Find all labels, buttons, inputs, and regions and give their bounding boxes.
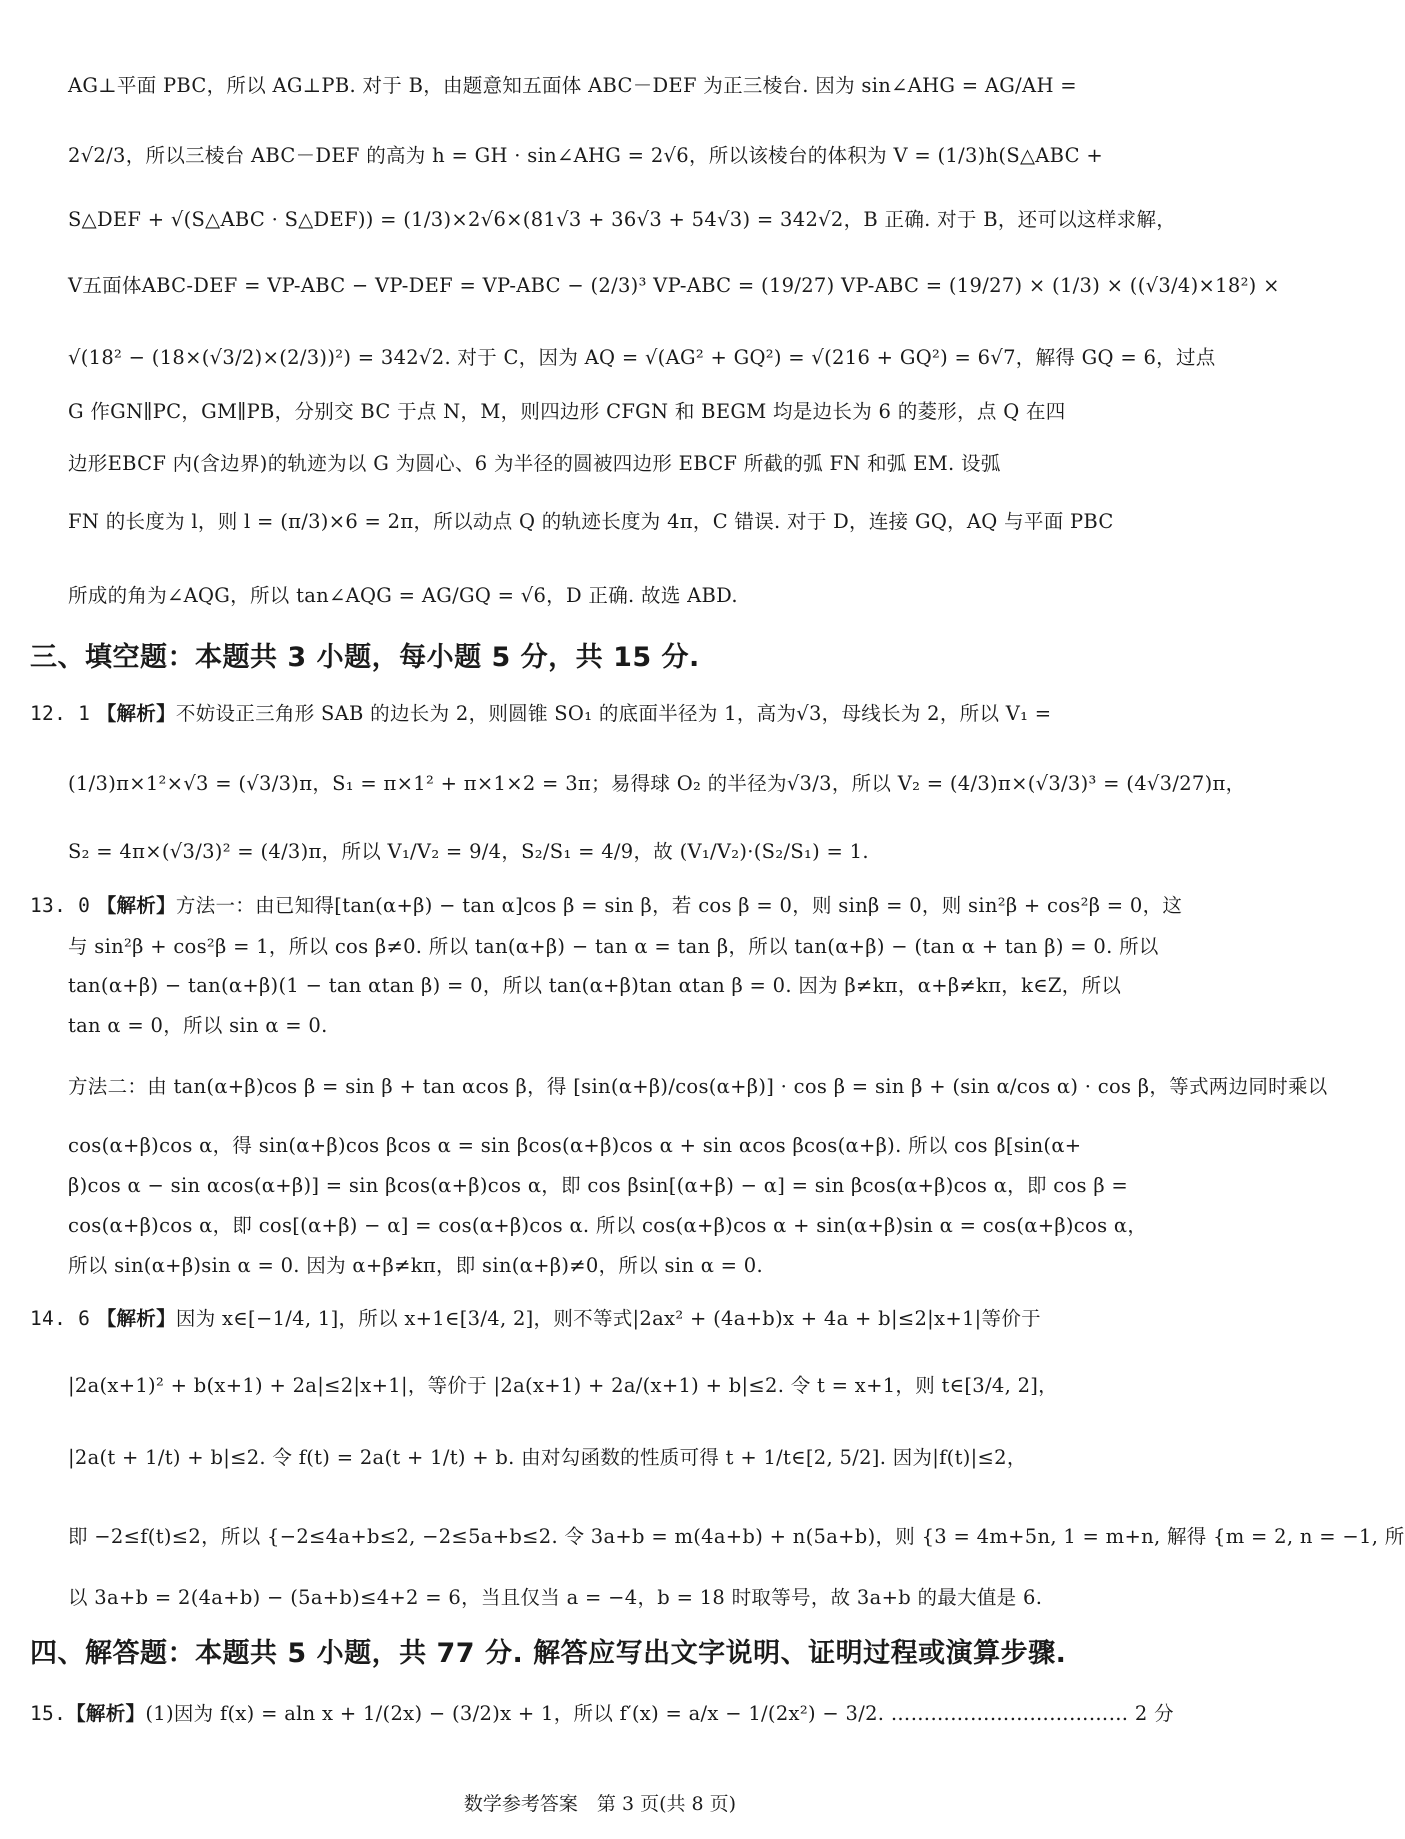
question-14-first-line: [30, 1305, 1120, 1333]
question-number: 13. 0: [30, 894, 91, 917]
solution-line: tan α = 0，所以 sin α = 0.: [68, 1014, 328, 1037]
analysis-tag: 【解析】: [66, 1702, 146, 1725]
solution-text: 不妨设正三角形 SAB 的边长为 2，则圆锥 SO₁ 的底面半径为 1，高为√3，母线长为 2，所以 V₁ =: [175, 702, 1052, 725]
question-number: 15.: [30, 1702, 67, 1725]
question-number: 12. 1: [30, 702, 91, 725]
question-15-first-line: [30, 1700, 1174, 1728]
page-footer: 数学参考答案 第 3 页(共 8 页): [463, 1793, 737, 1815]
solution-line: 所以 sin(α+β)sin α = 0. 因为 α+β≠kπ，即 sin(α+β)≠0，所以 sin α = 0.: [68, 1254, 764, 1277]
solution-line: 2√2/3，所以三棱台 ABC－DEF 的高为 h = GH · sin∠AHG = 2√6，所以该棱台的体积为 V = (1/3)h(S△ABC +: [68, 144, 1104, 167]
section-heading-fill-in: 三、填空题：本题共 3 小题，每小题 5 分，共 15 分.: [30, 642, 700, 673]
solution-line: 边形EBCF 内(含边界)的轨迹为以 G 为圆心、6 为半径的圆被四边形 EBCF 所截的弧 FN 和弧 EM. 设弧: [68, 452, 1001, 475]
solution-line: 与 sin²β + cos²β = 1，所以 cos β≠0. 所以 tan(α+β) − tan α = tan β，所以 tan(α+β) − (tan α + tan β) = 0. 所以: [68, 935, 1159, 958]
solution-line: |2a(t + 1/t) + b|≤2. 令 f(t) = 2a(t + 1/t) + b. 由对勾函数的性质可得 t + 1/t∈[2, 5/2]. 因为|f(t)|≤2，: [68, 1446, 1027, 1469]
solution-line: S₂ = 4π×(√3/3)² = (4/3)π，所以 V₁/V₂ = 9/4，S₂/S₁ = 4/9，故 (V₁/V₂)·(S₂/S₁) = 1.: [68, 840, 869, 863]
solution-line: 所成的角为∠AQG，所以 tan∠AQG = AG/GQ = √6，D 正确. 故选 ABD.: [68, 584, 738, 607]
solution-line: 以 3a+b = 2(4a+b) − (5a+b)≤4+2 = 6，当且仅当 a = −4，b = 18 时取等号，故 3a+b 的最大值是 6.: [68, 1586, 1043, 1609]
solution-line: 即 −2≤f(t)≤2，所以 {−2≤4a+b≤2, −2≤5a+b≤2. 令 3a+b = m(4a+b) + n(5a+b)，则 {3 = 4m+5n, 1 = m+n, 解得 {m = 2, n = −1, 所: [68, 1525, 1405, 1548]
solution-text: 方法一：由已知得[tan(α+β) − tan α]cos β = sin β，若 cos β = 0，则 sinβ = 0，则 sin²β + cos²β = 0，这: [175, 894, 1183, 917]
solution-line: V五面体ABC-DEF = VP-ABC − VP-DEF = VP-ABC − (2/3)³ VP-ABC = (19/27) VP-ABC = (19/27) × (1/3) × ((√3/4)×18²) ×: [68, 274, 1280, 297]
solution-line: G 作GN∥PC，GM∥PB，分别交 BC 于点 N，M，则四边形 CFGN 和 BEGM 均是边长为 6 的菱形，点 Q 在四: [68, 400, 1066, 423]
solution-line: (1/3)π×1²×√3 = (√3/3)π，S₁ = π×1² + π×1×2 = 3π；易得球 O₂ 的半径为√3/3，所以 V₂ = (4/3)π×(√3/3)³ = (4√3/27)π，: [68, 772, 1246, 795]
solution-line: FN 的长度为 l，则 l = (π/3)×6 = 2π，所以动点 Q 的轨迹长度为 4π，C 错误. 对于 D，连接 GQ，AQ 与平面 PBC: [68, 510, 1114, 533]
analysis-tag: 【解析】: [96, 894, 176, 917]
solution-line: 方法二：由 tan(α+β)cos β = sin β + tan αcos β，得 [sin(α+β)/cos(α+β)] · cos β = sin β + (sin α/cos α) · cos β，等式两边同时乘以: [68, 1075, 1328, 1098]
solution-line: √(18² − (18×(√3/2)×(2/3))²) = 342√2. 对于 C，因为 AQ = √(AG² + GQ²) = √(216 + GQ²) = 6√7，解得 GQ = 6，过点: [68, 346, 1216, 369]
section-heading-solutions: 四、解答题：本题共 5 小题，共 77 分. 解答应写出文字说明、证明过程或演算步骤.: [30, 1638, 1067, 1669]
solution-text: (1)因为 f(x) = aln x + 1/(2x) − (3/2)x + 1，所以 f′(x) = a/x − 1/(2x²) − 3/2. ……………………………… 2 分: [145, 1702, 1174, 1725]
solution-line: β)cos α − sin αcos(α+β)] = sin βcos(α+β)cos α，即 cos βsin[(α+β) − α] = sin βcos(α+β)cos α，即 cos β =: [68, 1174, 1129, 1197]
solution-line: AG⊥平面 PBC，所以 AG⊥PB. 对于 B，由题意知五面体 ABC－DEF 为正三棱台. 因为 sin∠AHG = AG/AH =: [68, 74, 1077, 97]
analysis-tag: 【解析】: [96, 702, 176, 725]
solution-text: 因为 x∈[−1/4, 1]，所以 x+1∈[3/4, 2]，则不等式|2ax² + (4a+b)x + 4a + b|≤2|x+1|等价于: [175, 1307, 1041, 1330]
solution-line: cos(α+β)cos α，得 sin(α+β)cos βcos α = sin βcos(α+β)cos α + sin αcos βcos(α+β). 所以 cos β[sin(α+: [68, 1134, 1082, 1157]
solution-line: |2a(x+1)² + b(x+1) + 2a|≤2|x+1|，等价于 |2a(x+1) + 2a/(x+1) + b|≤2. 令 t = x+1，则 t∈[3/4, 2]，: [68, 1374, 1058, 1397]
question-number: 14. 6: [30, 1307, 91, 1330]
analysis-tag: 【解析】: [96, 1307, 176, 1330]
question-13-first-line: [30, 892, 1183, 920]
solution-line: cos(α+β)cos α，即 cos[(α+β) − α] = cos(α+β)cos α. 所以 cos(α+β)cos α + sin(α+β)sin α = cos(α+β)cos α，: [68, 1214, 1148, 1237]
solution-line: tan(α+β) − tan(α+β)(1 − tan αtan β) = 0，所以 tan(α+β)tan αtan β = 0. 因为 β≠kπ，α+β≠kπ，k∈Z，所以: [68, 974, 1122, 997]
question-12-first-line: [30, 700, 1120, 728]
solution-line: S△DEF + √(S△ABC · S△DEF)) = (1/3)×2√6×(81√3 + 36√3 + 54√3) = 342√2，B 正确. 对于 B，还可以这样求解，: [68, 208, 1177, 231]
